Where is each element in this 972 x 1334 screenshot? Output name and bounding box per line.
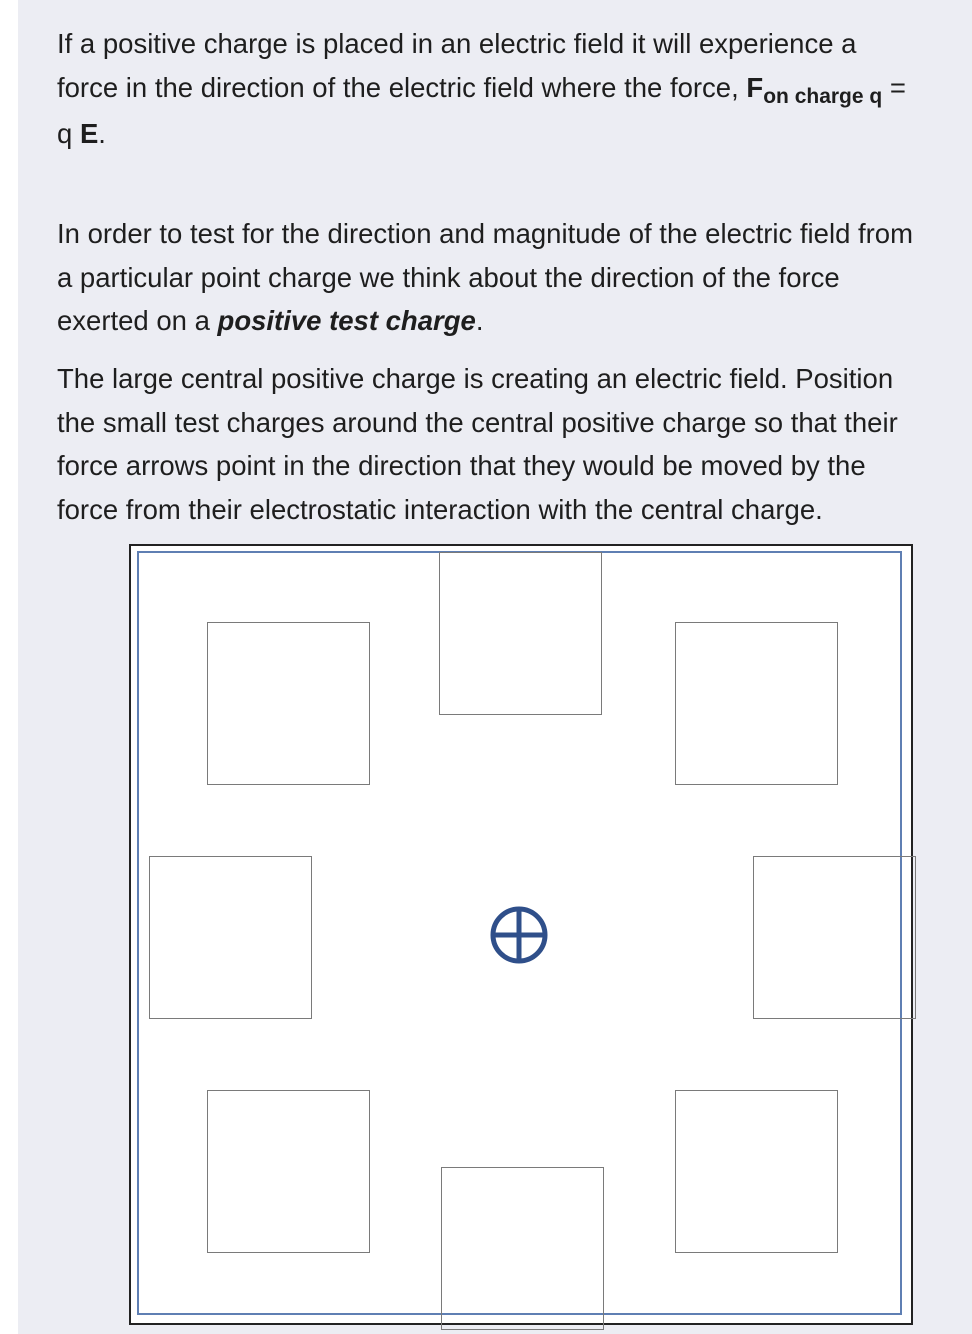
drop-target-bottom-right[interactable] <box>675 1090 838 1253</box>
drop-target-left[interactable] <box>149 856 312 1019</box>
test-line-1: In order to test for the direction and magnitude of the electric field from <box>57 218 914 249</box>
positive-test-charge-emphasis: positive test charge <box>217 305 476 336</box>
intro-line-2-text: force in the direction of the electric field where the force, <box>57 71 747 103</box>
instructions-line-4: force from their electrostatic interaction with the central charge. <box>57 493 823 525</box>
central-positive-charge <box>489 905 549 965</box>
test-line-2: a particular point charge we think about the direction of the force <box>57 261 840 293</box>
drop-target-top[interactable] <box>439 552 602 715</box>
instructions-line-1: The large central positive charge is creating an electric field. Position <box>57 363 894 394</box>
force-symbol: F <box>746 71 764 103</box>
instructions-line-3: force arrows point in the direction that they would be moved by the <box>57 450 866 481</box>
drop-target-right[interactable] <box>753 856 916 1019</box>
test-period: . <box>475 305 484 336</box>
drop-target-top-left[interactable] <box>207 622 370 785</box>
positive-charge-icon <box>489 905 549 965</box>
test-charge-paragraph <box>57 212 972 343</box>
charge-q: q <box>57 118 80 149</box>
instructions-paragraph <box>57 357 972 531</box>
drop-target-bottom[interactable] <box>441 1167 604 1330</box>
test-line-3 <box>57 299 972 343</box>
equals-sign: = <box>882 71 906 103</box>
instructions-line-2: the small test charges around the central positive charge so that their <box>57 406 898 438</box>
force-subscript: on charge q <box>763 84 883 108</box>
drop-target-bottom-left[interactable] <box>207 1090 370 1253</box>
field-symbol: E <box>79 118 99 149</box>
test-line-3-text: exerted on a <box>57 305 218 336</box>
intro-line-1: If a positive charge is placed in an electric field it will experience a <box>57 28 857 59</box>
intro-line-3 <box>57 112 972 156</box>
intro-period: . <box>98 118 106 149</box>
intro-line-2 <box>57 66 972 113</box>
intro-paragraph <box>57 22 972 156</box>
drop-target-top-right[interactable] <box>675 622 838 785</box>
